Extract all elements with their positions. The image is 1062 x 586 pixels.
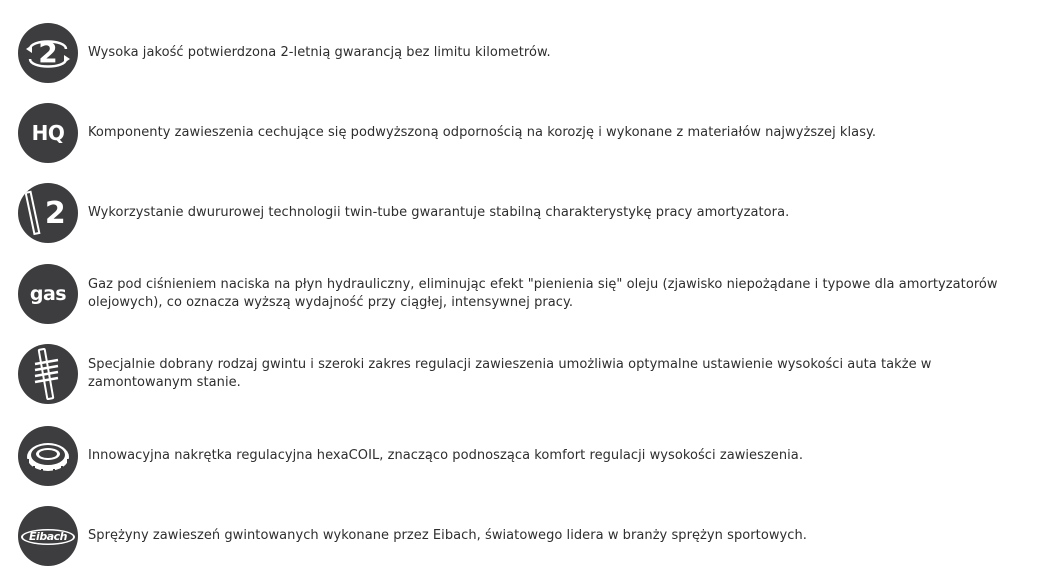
hq-label: HQ — [31, 121, 65, 145]
svg-text:2: 2 — [38, 36, 58, 69]
feature-text: Wykorzystanie dwururowej technologii twin-tube gwarantuje stabilną charakterystykę pracy amortyzatora. — [88, 205, 790, 220]
feature-text: Komponenty zawieszenia cechujące się podwyższoną odpornością na korozję i wykonane z materiałów najwyższej klasy. — [88, 125, 877, 140]
eibach-logo-icon — [18, 506, 78, 566]
hq-icon — [18, 103, 78, 163]
feature-text: Wysoka jakość potwierdzona 2-letnią gwarancją bez limitu kilometrów. — [88, 45, 551, 60]
feature-item — [18, 425, 1048, 487]
feature-text: Gaz pod ciśnieniem naciska na płyn hydrauliczny, eliminując efekt "pienienia się" oleju (zjawisko niepożądane i typowe dla amortyzatorów olejowych), co oznacza wyższą wydajność przy ciągłej, intensywnej pracy. — [88, 277, 998, 310]
feature-item — [18, 505, 1048, 567]
thread-adjustment-icon — [18, 344, 78, 404]
feature-item — [18, 102, 1048, 164]
feature-item — [18, 22, 1048, 84]
feature-item — [18, 182, 1048, 244]
svg-text:Eibach: Eibach — [29, 530, 67, 543]
twin-tube-label: 2 — [44, 195, 66, 231]
feature-item — [18, 263, 1048, 325]
gas-label: gas — [29, 283, 67, 305]
twin-tube-icon — [18, 183, 78, 243]
gas-icon — [18, 264, 78, 324]
feature-text: Innowacyjna nakrętka regulacyjna hexaCOIL, znacząco podnosząca komfort regulacji wysokości zawieszenia. — [88, 448, 804, 463]
feature-text: Sprężyny zawieszeń gwintowanych wykonane przez Eibach, światowego lidera w branży sprężyn sportowych. — [88, 528, 807, 543]
two-year-warranty-icon — [18, 23, 78, 83]
feature-text: Specjalnie dobrany rodzaj gwintu i szeroki zakres regulacji zawieszenia umożliwia optymalne ustawienie wysokości auta także w zamontowanym stanie. — [88, 357, 932, 390]
feature-item — [18, 343, 1048, 405]
hexacoil-nut-icon — [18, 426, 78, 486]
